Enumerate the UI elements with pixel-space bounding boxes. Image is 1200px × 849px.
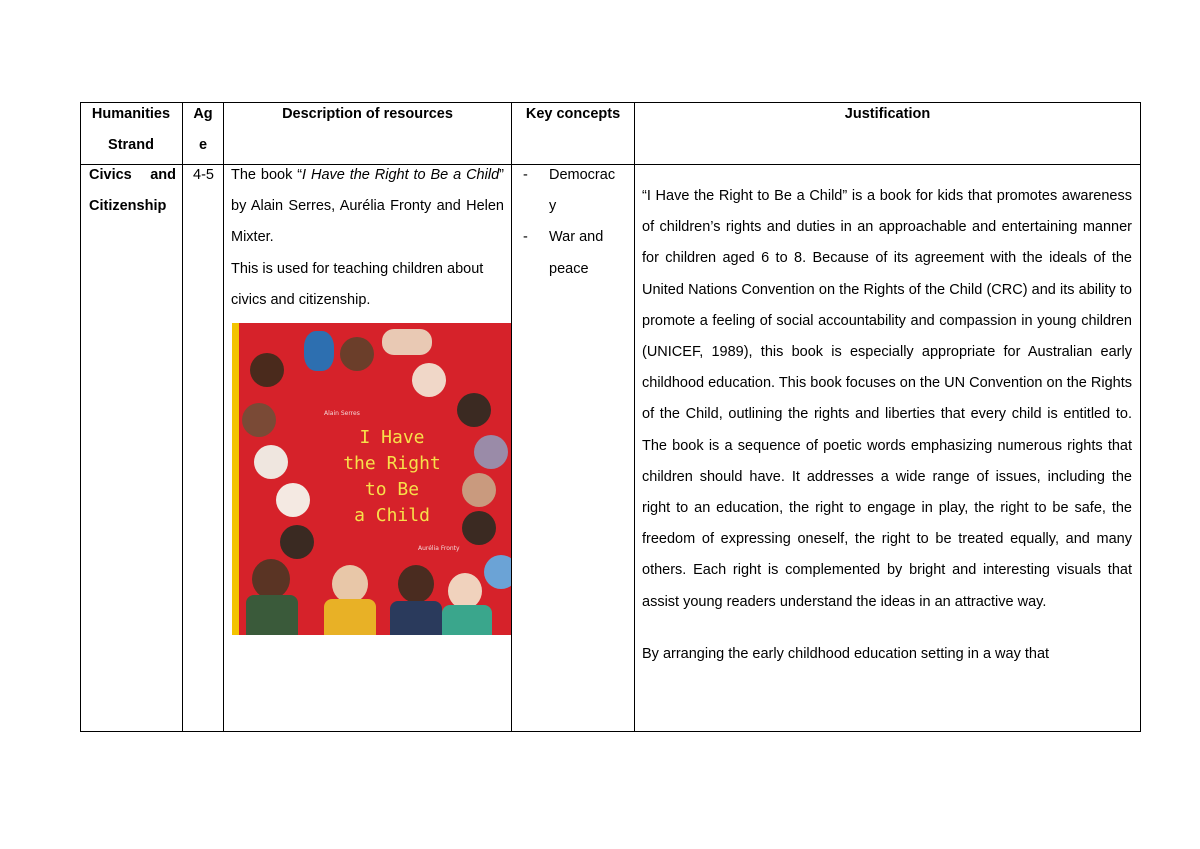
child-illustration — [398, 565, 434, 603]
strand-line2: Citizenship — [89, 198, 167, 215]
child-illustration — [254, 445, 288, 479]
bullet-dash-icon: - — [523, 167, 528, 183]
column-divider-description — [511, 102, 512, 732]
child-illustration — [246, 595, 298, 635]
book-title: I Have the Right to Be a Child — [302, 167, 500, 183]
header-strand — [80, 99, 182, 161]
header-key-concepts: Key concepts — [525, 106, 621, 122]
header-age — [183, 99, 223, 161]
justification-paragraph-2: By arranging the early childhood education setting in a way that — [642, 645, 1050, 662]
header-strand-line2: Strand — [108, 137, 154, 154]
child-illustration — [484, 555, 511, 589]
child-illustration — [250, 353, 284, 387]
cover-spine — [232, 323, 239, 635]
child-illustration — [462, 473, 496, 507]
key-concept-item: - Democrac y — [523, 160, 627, 222]
key-concept-item: - War and peace — [523, 222, 627, 284]
header-age-line2: e — [198, 137, 208, 154]
justification-cell — [642, 181, 1132, 670]
cover-author-top: Alain Serres — [324, 410, 360, 417]
description-usage: This is used for teaching children about civics and citizenship. — [231, 260, 484, 308]
child-illustration — [340, 337, 374, 371]
child-illustration — [448, 573, 482, 609]
child-illustration — [242, 403, 276, 437]
column-divider-age — [223, 102, 224, 732]
child-illustration — [252, 559, 290, 599]
description-cell — [231, 160, 504, 316]
child-illustration — [324, 599, 376, 635]
key-concepts-list — [523, 160, 627, 285]
child-illustration — [280, 525, 314, 559]
age-cell: 4-5 — [193, 167, 214, 183]
table-left-border — [80, 102, 81, 732]
child-illustration — [442, 605, 492, 635]
key-concepts-cell — [523, 160, 627, 285]
column-divider-concepts — [634, 102, 635, 732]
child-illustration — [457, 393, 491, 427]
child-illustration — [332, 565, 368, 603]
description-book-credit: The book “I Have the Right to Be a Child” by Alain Serres, Aurélia Fronty and Helen Mixter. — [231, 167, 504, 246]
header-age-line1: Ag — [193, 106, 213, 122]
strand-word1: Civics — [89, 167, 132, 183]
cover-author-bottom: Aurélia Fronty — [418, 545, 460, 552]
justification-paragraph-1: “I Have the Right to Be a Child” is a book for kids that promotes awareness of children’s rights and duties in an approachable and entertaining manner for children aged 6 to 8. Because of its agreement with the ideals of the United Nations Convention on the Rights of the Child (CRC) and its ability to promote a feeling of social accountability and compassion in young children (UNICEF, 1989), this book is especially appropriate for Australian early childhood education. This book focuses on the UN Convention on the Rights of the Child, outlining the rights and liberties that every child is entitled to. The book is a sequence of poetic words emphasizing numerous rights that children should have. It addresses a wide range of issues, including the right to an education, the right to engage in play, the right to be safe, the freedom of expressing oneself, the right to be treated equally, and many others. Each right is complemented by bright and interesting visuals that assist young readers understand the ideas in an attractive way. — [642, 188, 1132, 610]
table-bottom-border — [80, 731, 1141, 732]
child-illustration — [412, 363, 446, 397]
strand-word2: and — [150, 167, 176, 183]
header-justification: Justification — [844, 106, 931, 122]
child-illustration — [462, 511, 496, 545]
strand-cell — [89, 160, 176, 222]
child-illustration — [382, 329, 432, 355]
book-cover-image — [232, 323, 511, 635]
child-illustration — [390, 601, 442, 635]
bullet-dash-icon: - — [523, 229, 528, 246]
header-strand-line1: Humanities — [91, 106, 171, 122]
child-illustration — [474, 435, 508, 469]
cover-title: I Have the Right to Be a Child — [343, 427, 441, 526]
child-illustration — [276, 483, 310, 517]
key-concept-line: War and — [549, 229, 604, 246]
table-right-border — [1140, 102, 1141, 732]
header-description: Description of resources — [282, 106, 453, 122]
column-divider-strand — [182, 102, 183, 732]
child-illustration — [304, 331, 334, 371]
strand-line1 — [89, 160, 176, 191]
